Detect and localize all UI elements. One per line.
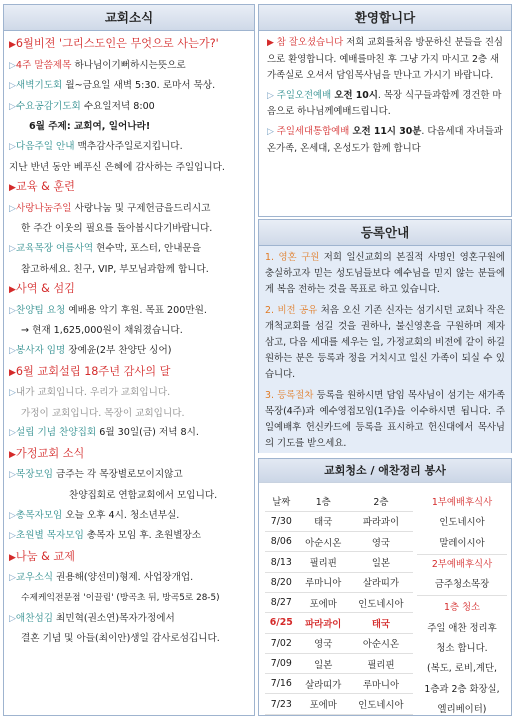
table-row: 8/06 아순시온 영국 xyxy=(265,532,413,552)
registration-step-2: 2. 비전 공유 처음 오신 기존 신자는 섬기시던 교회나 작은 개척교회를 섬길 것을 권하나, 불신영혼을 구원하며 제자 삼고, 다음 세대를 세우는 일, 가정교회의 비전에 같이 하길 원하는 분은 등록과 정을 거치시고 일신 가족이 되실 수 있습니다. xyxy=(265,304,506,381)
triangle-icon: ▶ xyxy=(9,183,16,194)
table-row: 8/20 루마니아 살라띠가 xyxy=(265,572,413,592)
triangle-outline-icon: ▷ xyxy=(9,573,16,584)
column-header: 1층 xyxy=(298,491,349,511)
triangle-outline-icon: ▷ xyxy=(267,90,277,101)
triangle-icon: ▶ xyxy=(9,285,16,296)
triangle-outline-icon: ▷ xyxy=(9,531,16,542)
triangle-outline-icon: ▷ xyxy=(9,305,16,316)
section-share: 나눔 & 교제 xyxy=(15,549,75,563)
welcome-title: 환영합니다 xyxy=(259,5,511,31)
table-row: 8/27 포에마 인도네시아 xyxy=(265,592,413,612)
church-news-panel: 교회소식 ▶6월비젼 '그리스도인은 무엇으로 사는가?' ▷4주 말씀제목 하나님이기뻐하시는뜻으로 ▷새벽기도회 월~금요일 새벽 5:30. 로마서 묵상. ▷수요공감기도회 수요일저녁 8:00 6월 주제: 교회여, 일어나라! ▷다음주일 안내 맥추감사주일로지킵니다. 지난 반년 동안 베푸신 은혜에 감사하는 주일입니다. ▶교육 & 훈련 ▷사랑나눔주일 사랑나눔 및 구제헌금을드리시고 한 주간 이웃의 필요를 돌아봅시다기바랍니다. ▷교육목장 여름사역 현수막, 포스터, 안내문을 참고하세요. 친구, VIP, 부모님과함께 합니다. ▶사역 & 섬김 ▷찬양팀 요청 예배용 악기 후원. 목표 200만원. → 현재 1,625,000원이 채워졌습니다. ▷봉사자 임명 장예윤(2부 찬양단 싱어) ▶6월 교회설립 18주년 감사의 달 ▷내가 교회입니다. 우리가 교회입니다. 가정이 교회입니다. 목장이 교회입니다. ▷설립 기념 찬양집회 6월 30일(금) 저녁 8시. ▶가정교회 소식 ▷목장모임 금주는 각 목장별로모이지않고 찬양집회로 연합교회에서 모입니다. ▷총목자모임 오늘 오후 4시. 청소년부실. ▷초원별 목자모임 총목자 모임 후. 초원별장소 ▶나눔 & 교제 ▷교우소식 권용해(양선미)형제. 사업장개업. 수제케익전문점 '이끌림' (방곡초 뒤, 방곡5로 28-5) ▷애찬섬김 최민혁(권소연)목자가정에서 결혼 기념 및 아들(최이안)생일 감사로섬깁니다. xyxy=(3,4,255,716)
table-row: 7/02 영국 아순시온 xyxy=(265,633,413,653)
table-row-current: 6/25 파라과이 태국 xyxy=(265,613,413,633)
triangle-outline-icon: ▷ xyxy=(9,203,16,214)
registration-panel xyxy=(258,219,512,453)
table-row: 7/16 살라띠가 루마니아 xyxy=(265,674,413,694)
first-service-meal-label: 1부예배후식사 xyxy=(431,497,493,508)
second-service-meal-label: 2부예배후식사 xyxy=(431,558,493,570)
triangle-icon: ▶ xyxy=(9,552,16,563)
registration-title: 등록안내 xyxy=(259,220,511,246)
table-header-row xyxy=(265,491,413,511)
welcome-visit: ▶ 참 잘오셨습니다 저희 교회를처음 방문하신 분들을 진심으로 환영합니다. 예배를마친 후 그냥 가지 마시고 2층 새가족실로 오셔서 담임목사님을 만나고 가시기 바랍니다. xyxy=(267,37,503,82)
floor-cleaning-label: 1층 청소 xyxy=(443,602,481,614)
table-row: 7/23 포에마 인도네시아 xyxy=(265,694,413,714)
cleaning-table xyxy=(265,491,413,715)
table-row: 8/13 필리핀 일본 xyxy=(265,552,413,572)
column-header: 2층 xyxy=(349,491,413,511)
column-header: 날짜 xyxy=(265,491,298,511)
triangle-outline-icon: ▷ xyxy=(267,126,277,137)
section-anniversary: 6월 교회설립 18주년 감사의 달 xyxy=(15,364,171,378)
cleaning-title: 교회청소 / 애찬정리 봉사 xyxy=(259,459,511,483)
church-news-title: 교회소식 xyxy=(4,5,254,31)
triangle-outline-icon: ▷ xyxy=(9,388,16,399)
cleaning-schedule-panel xyxy=(258,458,512,716)
triangle-icon: ▶ xyxy=(9,40,16,50)
triangle-outline-icon: ▷ xyxy=(9,510,16,521)
triangle-outline-icon: ▷ xyxy=(9,470,16,481)
triangle-outline-icon: ▷ xyxy=(9,60,16,71)
triangle-outline-icon: ▷ xyxy=(9,428,16,439)
welcome-morning-service: ▷ 주일오전예배 오전 10시. 목장 식구들과함께 경건한 마음으로 하나님께예배드립니다. xyxy=(267,89,502,118)
triangle-outline-icon: ▷ xyxy=(9,243,16,254)
triangle-outline-icon: ▷ xyxy=(9,613,16,624)
section-family: 가정교회 소식 xyxy=(15,446,85,460)
triangle-outline-icon: ▷ xyxy=(9,101,16,112)
section-mission: 사역 & 섬김 xyxy=(15,282,75,296)
section-education: 교육 & 훈련 xyxy=(15,180,75,194)
table-row: 7/30 태국 파라과이 xyxy=(265,511,413,531)
welcome-panel xyxy=(258,4,512,217)
table-row: 7/09 일본 필리핀 xyxy=(265,653,413,673)
triangle-icon: ▶ xyxy=(9,449,16,460)
triangle-icon: ▶ xyxy=(267,38,277,48)
registration-step-3: 3. 등록절차 등록을 원하시면 담임 목사님이 섬기는 새가족목장(4주)과 예수영접모임(1주)을 이수하시면 됩니다. 주일예배후 헌신카드에 등록을 표시하고 헌신대에서 목사님의 기도를 받으세요. xyxy=(265,389,505,450)
triangle-outline-icon: ▷ xyxy=(9,81,16,92)
vision-heading: ▶6월비젼 '그리스도인은 무엇으로 사는가?' xyxy=(9,37,219,50)
triangle-outline-icon: ▷ xyxy=(9,345,16,356)
registration-step-1: 1. 영혼 구원 저희 일신교회의 본질적 사명인 영혼구원에 충실하고자 믿는 성도님들보다 예수님을 믿지 않는 분들에게 복음 전하는 것을 목표로 하고 있습니다. xyxy=(265,252,505,296)
triangle-icon: ▶ xyxy=(9,367,16,378)
welcome-family-service: ▷ 주일세대통합예배 오전 11시 30분. 다음세대 자녀들과 온가족, 온세대, 온성도가 함께 합니다 xyxy=(267,125,503,154)
triangle-outline-icon: ▷ xyxy=(9,141,16,152)
june-theme: 6월 주제: 교회여, 일어나라! xyxy=(29,121,151,133)
cleaning-side-info: 1부예배후식사 인도네시아 말레이시아 2부예배후식사 금주청소목장 1층 청소 주일 애찬 정리후 청소 합니다. (복도, 로비,계단, 1층과 2층 화장실, 엘리베이터) xyxy=(417,491,507,720)
